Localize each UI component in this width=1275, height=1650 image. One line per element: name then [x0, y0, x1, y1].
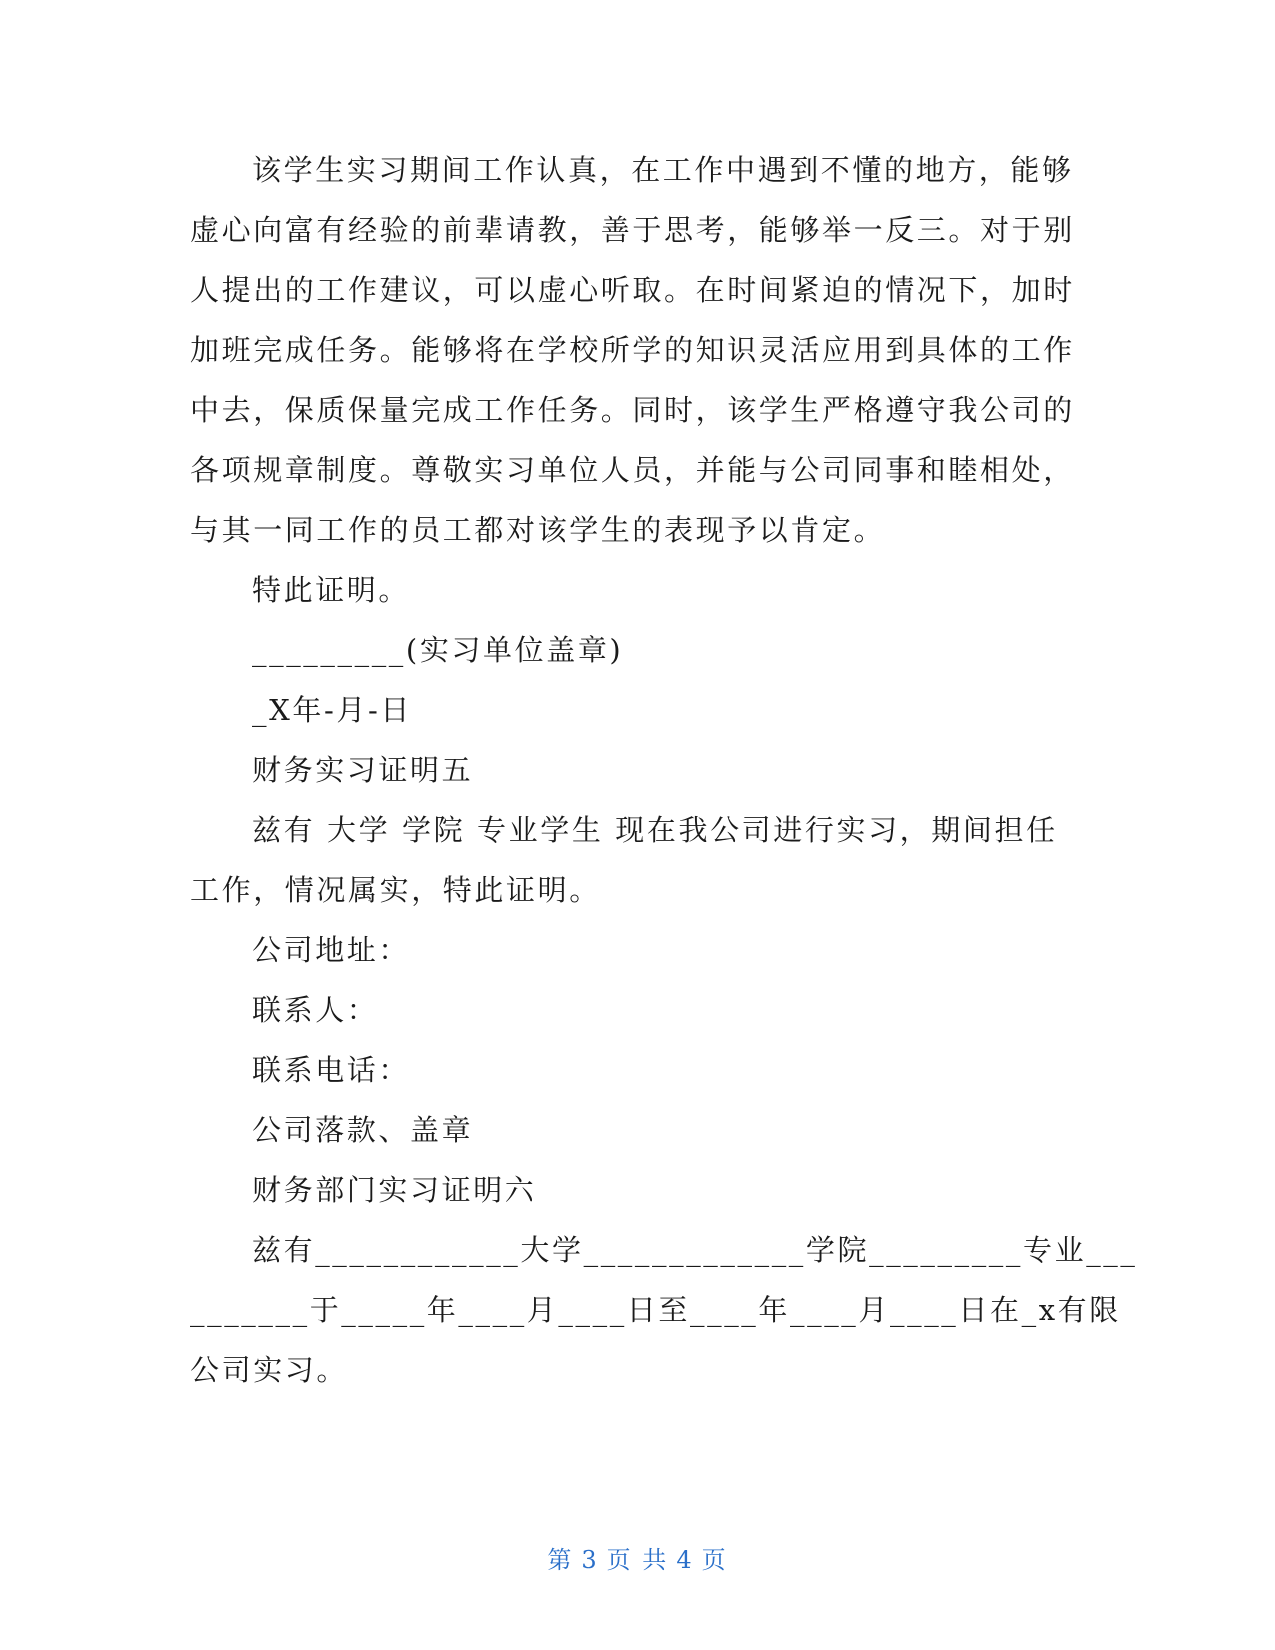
section-heading: 财务部门实习证明六: [252, 1173, 537, 1207]
certification-statement: 特此证明。: [252, 573, 411, 607]
page-footer: [0, 1540, 1275, 1575]
footer-middle: 页 共: [606, 1546, 669, 1574]
company-address-label: 公司地址：: [252, 933, 411, 967]
section-heading: 财务实习证明五: [252, 753, 474, 787]
footer-total-pages: 4: [676, 1546, 694, 1574]
paragraph-line: _______于_____年____月____日至____年____月____日在_x有限: [190, 1293, 1121, 1327]
contact-phone-label: 联系电话：: [252, 1053, 411, 1087]
paragraph-line: 兹有 大学 学院 专业学生 现在我公司进行实习，期间担任: [252, 813, 1058, 847]
paragraph-line: 公司实习。: [190, 1353, 349, 1387]
paragraph-line: 该学生实习期间工作认真，在工作中遇到不懂的地方，能够: [252, 153, 1074, 187]
paragraph-line: 加班完成任务。能够将在学校所学的知识灵活应用到具体的工作: [190, 333, 1075, 367]
date-line: _X年-月-日: [252, 693, 412, 727]
paragraph-line: 虚心向富有经验的前辈请教，善于思考，能够举一反三。对于别: [190, 213, 1075, 247]
contact-person-label: 联系人：: [252, 993, 379, 1027]
paragraph-line: 兹有____________大学_____________学院_________专业___: [252, 1233, 1138, 1267]
footer-suffix: 页: [701, 1546, 728, 1574]
paragraph-line: 各项规章制度。尊敬实习单位人员，并能与公司同事和睦相处，: [190, 453, 1075, 487]
footer-prefix: 第: [547, 1546, 574, 1574]
paragraph-line: 与其一同工作的员工都对该学生的表现予以肯定。: [190, 513, 886, 547]
seal-line: _________(实习单位盖章): [252, 633, 624, 667]
paragraph-line: 人提出的工作建议，可以虚心听取。在时间紧迫的情况下，加时: [190, 273, 1075, 307]
document-body: [190, 140, 1138, 1400]
company-signature-label: 公司落款、盖章: [252, 1113, 474, 1147]
paragraph-line: 工作，情况属实，特此证明。: [190, 873, 601, 907]
footer-current-page: 3: [581, 1546, 599, 1574]
paragraph-line: 中去，保质保量完成工作任务。同时，该学生严格遵守我公司的: [190, 393, 1075, 427]
